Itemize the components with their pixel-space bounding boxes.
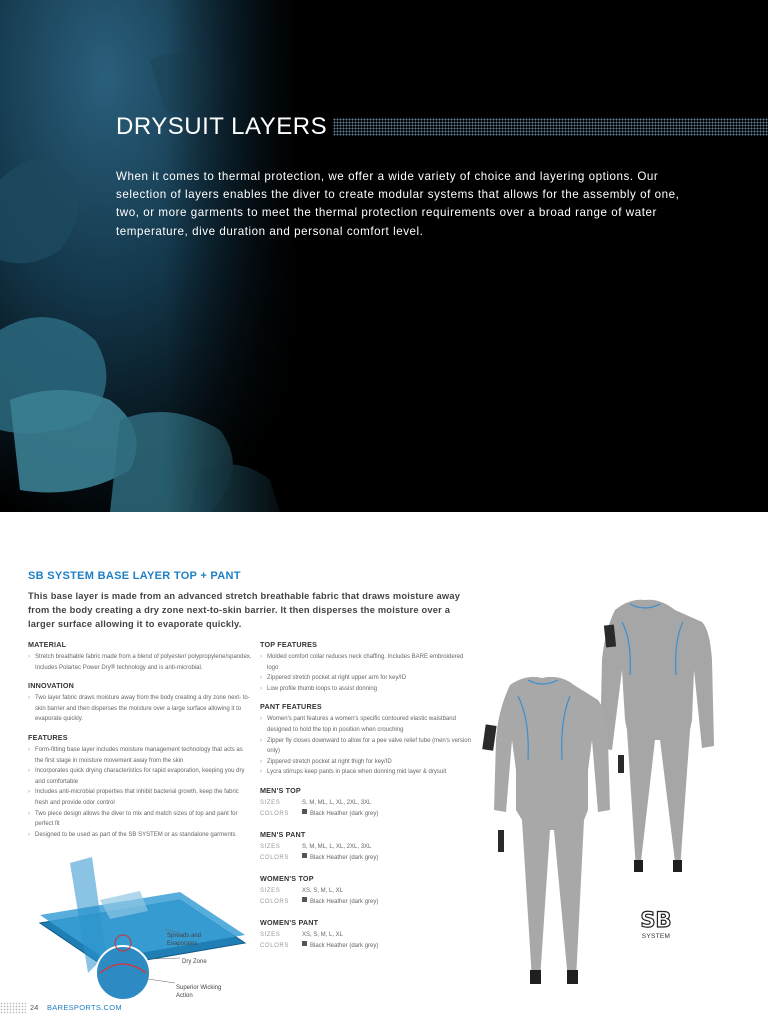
sizes-label: SIZES <box>260 887 281 894</box>
colors-row <box>260 897 475 908</box>
sizes-label: SIZES <box>260 931 281 938</box>
color-value: Black Heather (dark grey) <box>310 898 379 905</box>
colors-label: COLORS <box>260 942 289 949</box>
spec-womens-top <box>260 874 475 908</box>
features-list <box>28 745 252 840</box>
leader-line <box>148 979 175 983</box>
label-spreads: Spreads and Evaporates <box>167 933 202 947</box>
colors-row <box>260 809 475 820</box>
right-column <box>260 640 475 962</box>
list-item: › Two layer fabric draws moisture away from the body creating a dry zone next- to-skin barrier and then disperses the moisture over a large surface allowing it to evaporate quickly. <box>28 693 252 725</box>
left-column <box>28 640 252 848</box>
color-swatch-icon <box>302 941 307 946</box>
sizes-row <box>260 842 475 853</box>
spec-heading: WOMEN'S TOP <box>260 873 314 883</box>
pant-features-block <box>260 702 475 778</box>
color-value: Black Heather (dark grey) <box>310 854 379 861</box>
label-dry-zone: Dry Zone <box>182 959 207 965</box>
fabric-magnifier <box>96 946 150 1000</box>
intro-paragraph: When it comes to thermal protection, we offer a wide variety of choice and layering options. Our selection of layers enables the diver to create modular systems that allows for the assembly of one, two, or more garments to meet the thermal protection requirements over a broad range of water temperature, dive duration and personal comfort level. <box>116 170 680 238</box>
top-features-list <box>260 652 475 694</box>
website-link[interactable]: BARESPORTS.COM <box>47 1003 122 1012</box>
list-item: › Molded comfort collar reduces neck chaffing. Includes BARE embroidered logo <box>260 652 475 673</box>
page-title: DRYSUIT LAYERS <box>116 113 328 140</box>
colors-label: COLORS <box>260 854 289 861</box>
list-item: › Two piece design allows the diver to mix and match sizes of top and pant for perfect fit <box>28 809 252 830</box>
mens-garment <box>482 677 610 984</box>
features-heading: FEATURES <box>28 732 68 742</box>
list-item: › Form-fitting base layer includes moisture management technology that acts as the first stage in moisture movement away from the skin <box>28 745 252 766</box>
spec-heading: MEN'S TOP <box>260 785 301 795</box>
list-item: › Zippered stretch pocket at right thigh for key/ID <box>260 757 475 768</box>
sizes-row <box>260 930 475 941</box>
footer-dot-pattern <box>0 1002 26 1014</box>
colors-label: COLORS <box>260 898 289 905</box>
features-block <box>28 733 252 840</box>
spec-womens-pant <box>260 918 475 952</box>
innovation-list <box>28 693 252 725</box>
page-number: 24 <box>30 1003 39 1012</box>
pant-features-list <box>260 714 475 778</box>
sizes-value: XS, S, M, L, XL <box>302 887 344 894</box>
list-item: › Designed to be used as part of the SB SYSTEM or as standalone garments <box>28 830 252 841</box>
sizes-value: S, M, ML, L, XL, 2XL, 3XL <box>302 799 372 806</box>
sizes-label: SIZES <box>260 799 281 806</box>
top-features-block <box>260 640 475 694</box>
color-swatch-icon <box>302 897 307 902</box>
colors-row <box>260 853 475 864</box>
color-swatch-icon <box>302 853 307 858</box>
product-photo <box>470 570 768 1010</box>
list-item: › Women's pant features a women's specific contoured elastic waistband designed to hold the top in position when crouching <box>260 714 475 735</box>
color-value: Black Heather (dark grey) <box>310 942 379 949</box>
spec-mens-pant <box>260 830 475 864</box>
color-value: Black Heather (dark grey) <box>310 810 379 817</box>
spec-mens-top <box>260 786 475 820</box>
product-description: This base layer is made from an advanced stretch breathable fabric that draws moisture away from the body creating a dry zone next-to-skin barrier. It then disperses the moisture over a larger surface allowing it to evaporate quickly. <box>28 591 461 629</box>
list-item: › Includes anti-microbial properties that inhibit bacterial growth, keep the fabric fresh and provide odor control <box>28 787 252 808</box>
sizes-row <box>260 886 475 897</box>
dotted-title-rule <box>333 118 768 136</box>
list-item: › Zipper fly closes downward to allow for a pee valve relief tube (men's version only) <box>260 736 475 757</box>
list-item: › Incorporates quick drying characteristics for rapid evaporation, keeping you dry and comfortable <box>28 766 252 787</box>
fabric-layer-diagram <box>30 855 270 1005</box>
colors-row <box>260 941 475 952</box>
pant-features-heading: PANT FEATURES <box>260 702 322 712</box>
list-item: › Stretch breathable fabric made from a blend of polyester/ polypropylene/spandex. Includes Polartec Power Dry® technology and is anti-microbial. <box>28 652 252 673</box>
womens-garment <box>600 600 714 872</box>
material-block <box>28 640 252 673</box>
sizes-row <box>260 798 475 809</box>
spec-heading: MEN'S PANT <box>260 829 306 839</box>
list-item: › Low profile thumb loops to assist donning <box>260 684 475 695</box>
underwater-rock-photo <box>0 0 300 512</box>
innovation-block <box>28 681 252 725</box>
logo-subtitle: SYSTEM <box>641 933 671 940</box>
list-item: › Lycra stirrups keep pants in place when donning mid layer & drysuit <box>260 767 475 778</box>
logo-mark: SB <box>640 908 672 932</box>
innovation-heading: INNOVATION <box>28 681 75 691</box>
spec-heading: WOMEN'S PANT <box>260 917 319 927</box>
sizes-value: S, M, ML, L, XL, 2XL, 3XL <box>302 843 372 850</box>
material-heading: MATERIAL <box>28 640 67 649</box>
sizes-label: SIZES <box>260 843 281 850</box>
top-features-heading: TOP FEATURES <box>260 640 318 649</box>
product-title: SB SYSTEM BASE LAYER TOP + PANT <box>28 570 241 582</box>
label-wicking: Superior Wicking Action <box>176 985 222 999</box>
sizes-value: XS, S, M, L, XL <box>302 931 344 938</box>
colors-label: COLORS <box>260 810 289 817</box>
material-list <box>28 652 252 673</box>
list-item: › Zippered stretch pocket at right upper arm for key/ID <box>260 673 475 684</box>
sb-system-logo <box>636 908 676 944</box>
color-swatch-icon <box>302 809 307 814</box>
